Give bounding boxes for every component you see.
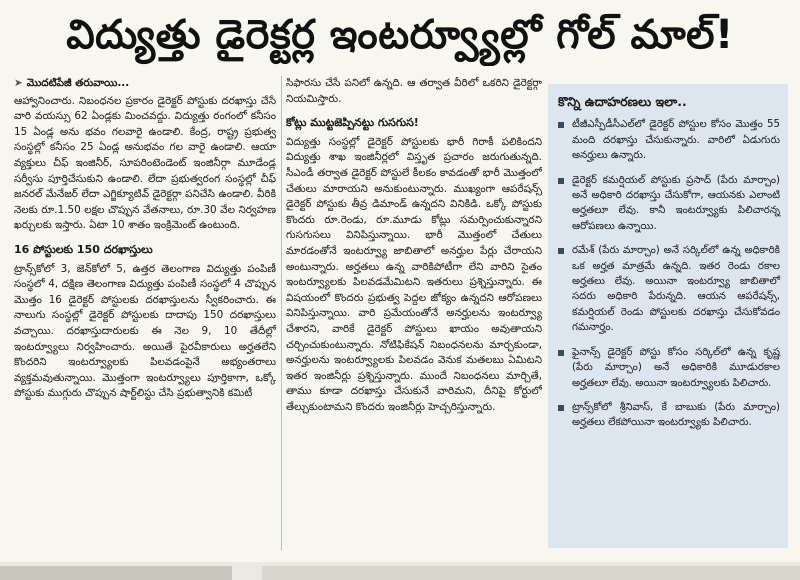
paragraph: విద్యుత్తు సంస్థల్లో డైరెక్టర్ పోస్టులకు భారీ గిరాకీ పలికిందని విద్యుత్తు శాఖ ఇంజినీర్లలో విస్తృత ప్రచారం జరుగుతున్నది. సీఎండీ తర్వాత డైరెక్టర్ పోస్టులే కీలకం కావడంతో భారీ మొత్తంలో చేతులు మారాయని అనుకుంటున్నారు. ముఖ్యంగా ఆపరేషన్స్ డైరెక్టర్ పోస్టుకు తీవ్ర డిమాండ్ ఉన్నదని వినికిడి. ఒక్కో పోస్టుకు కొందరు రూ.రెండు, రూ.మూడు కోట్లు సమర్పించుకున్నారని గుసగుసలు వినిపిస్తున్నాయి. భారీ మొత్తంలో చేతులు మారడంతోనే ఇంటర్వ్యూ జాబితాలో అనర్హుల పేర్లు చేరాయని అంటున్నారు. అర్హతలు ఉన్న వారికిపోటీగా లేని వారిని సైతం ఇంటర్వ్యూలకు పిలవడమేమిటని ఇతరులు ప్రశ్నిస్తున్నారు. ఈ విషయంలో కొందరు ప్రభుత్వ పెద్దల జోక్యం ఉన్నదని ఆరోపణలు వినిపిస్తున్నాయి. వారి ప్రమేయంతోనే అనర్హులను ఇంటర్వ్యూ చేశారని, వారికే డైరెక్టర్ పోస్టులు ఖాయం అవుతాయని చర్చించుకుంటున్నారు. నోటిఫికేషన్ నిబంధనలను మార్చకుండా, అనర్హులను ఇంటర్వ్యూలకు పిలవడం వెనుక మతలబు ఏమిటని ఇతర ఇంజినీర్లు ప్రశ్నిస్తున్నారు. ముందే నిబంధనలు మార్చితే, తాము కూడా దరఖాస్తు చేసుకునే వారిమని, దీనిపై కోర్టులో తేల్చుకుంటామని కొందరు ఇంజినీర్లు హెచ్చరిస్తున్నారు. [286, 135, 542, 413]
paragraph: సిఫారసు చేసే పనిలో ఉన్నది. ఆ తర్వాత వీరిలో ఒకరిని డైరెక్టర్గా నియమిస్తారు. [286, 77, 542, 105]
square-bullet-icon [558, 350, 564, 356]
examples-list [556, 117, 780, 430]
square-bullet-icon [558, 122, 564, 128]
list-item [556, 345, 780, 391]
headline: విద్యుత్తు డైరెక్టర్ల ఇంటర్వ్యూల్లో గోల్‌ మాల్! [66, 12, 734, 58]
square-bullet-icon [558, 178, 564, 184]
examples-sidebar [548, 84, 788, 548]
adjacent-article-edge [0, 566, 232, 580]
square-bullet-icon [558, 248, 564, 254]
sidebar-title: కొన్ని ఉదాహరణలు ఇలా.. [558, 94, 687, 109]
list-item-text: ఫైనాన్స్ డైరెక్టర్ పోస్టు కోసం సర్కిల్‌లో ఉన్న కృష్ణ (పేరు మార్చాం) అనే అధికారికి మూడురకాల అర్హతలూ లేవు. అయినా ఇంటర్వ్యూలకు పిలిచారు. [572, 346, 780, 389]
column-divider [281, 76, 282, 550]
kicker-text: మొదటిపేజీ తరువాయి... [26, 77, 130, 89]
list-item-text: టీజీఎస్పీడీసీఎల్‌లో డైరెక్టర్ పోస్టుల కోసం మొత్తం 55 మంది దరఖాస్తు చేసుకున్నారు. వారిలో ఏడుగురు అనర్హులు ఉన్నారు. [572, 119, 780, 162]
list-item [556, 173, 780, 235]
paragraph: ట్రాన్స్‌కోలో 3, జెన్‌కోలో 5, ఉత్తర తెలంగాణ విద్యుత్తు పంపిణీ సంస్థలో 4, దక్షిణ తెలంగాణ విద్యుత్తు పంపిణీ సంస్థలో 4 చొప్పున మొత్తం 16 డైరెక్టర్ పోస్టులకు దరఖాస్తులను స్వీకరించారు. ఈ నాలుగు సంస్థల్లో డైరెక్టర్ పోస్టులకు దాదాపు 150 దరఖాస్తులు వచ్చాయి. దరఖాస్తుదారులకు ఈ నెల 9, 10 తేదీల్లో ఇంటర్వ్యూలు నిర్వహించారు. అయితే పైరవీకారులు అర్హతలేని కొందరిని ఇంటర్వ్యూలకు పిలవడంపైనే అభ్యంతరాలు వ్యక్తమవుతున్నాయి. మొత్తంగా ఇంటర్వ్యూలు పూర్తికాగా, ఒక్కో పోస్టుకు ముగ్గురు చొప్పున షార్ట్‌లిస్టు చేసి ప్రభుత్వానికి కమిటీ [14, 262, 276, 400]
arrow-right-icon: ➤ [14, 77, 23, 89]
paragraph: ఆహ్వానించారు. నిబంధనల ప్రకారం డైరెక్టర్ పోస్టుకు దరఖాస్తు చేసే వారి వయస్సు 62 ఏండ్లకు మించవద్దు. విద్యుత్తు రంగంలో కనీసం 15 ఏండ్ల అను భవం గలవారై ఉండాలి. కేంద్ర, రాష్ట్ర ప్రభుత్వ సంస్థల్లో కనీసం 25 ఏండ్ల అనుభవం గల వారై ఉండాలి. ఆయా వ్యక్తులు చీఫ్ ఇంజినీర్, సూపరింటెండెంట్ ఇంజినీర్గా మూడేండ్ల సర్వీసు పూర్తిచేసుకుని ఉండాలి. లేదా ప్రభుత్వరంగ సంస్థల్లో చీఫ్ జనరల్ మేనేజర్ లేదా ఎగ్జిక్యూటివ్ డైరెక్టర్గా పనిచేసి ఉండాలి. వీరికి నెలకు రూ.1.50 లక్షల చొప్పున వేతనాలు, రూ.30 వేల నిర్వహణ ఖర్చులకు ఇస్తారు. ఏటా 10 శాతం ఇంక్రిమెంట్ ఉంటుంది. [14, 94, 276, 232]
list-item-text: ట్రాన్స్‌కోలో శ్రీనివాస్, కే బాబుకు (పేరు మార్చాం) అర్హతలు లేకపోయినా ఇంటర్వ్యూకు పిలిచారు. [572, 401, 780, 429]
subheading: కోట్లు ముట్టజెప్పినట్టు గుసగుస! [286, 116, 419, 130]
article-column-2 [286, 76, 542, 564]
list-item [556, 400, 780, 431]
list-item [556, 243, 780, 335]
article-column-1 [14, 76, 276, 564]
list-item-text: డైరెక్టర్ కమర్షియల్ పోస్టుకు ప్రసాద్ (పేరు మార్చాం) అనే అధికారి దరఖాస్తు చేసుకోగా, ఆయనకు ఎలాంటి అర్హతలూ లేవు. కానీ ఇంటర్వ్యూకు పిలిచారన్న ఆరోపణలు ఉన్నాయి. [572, 174, 780, 232]
list-item-text: రమేశ్ (పేరు మార్చాం) అనే సర్కిల్‌లో ఉన్న అధికారికి ఒక అర్హత మాత్రమే ఉన్నది. ఇతర రెండు రకాల అర్హతలు లేవు. అయినా ఇంటర్వ్యూ జాబితాలో సదరు అధికారి పేరున్నది. ఆయన ఆపరేషన్స్, కమర్షియల్ రెండు పోస్టులకు దరఖాస్తు చేసుకోవడం గమనార్హం. [572, 245, 780, 334]
continued-kicker [14, 76, 276, 92]
square-bullet-icon [558, 405, 564, 411]
list-item [556, 117, 780, 163]
subheading: 16 పోస్టులకు 150 దరఖాస్తులు [14, 242, 153, 256]
adjacent-photo-edge [262, 566, 800, 580]
